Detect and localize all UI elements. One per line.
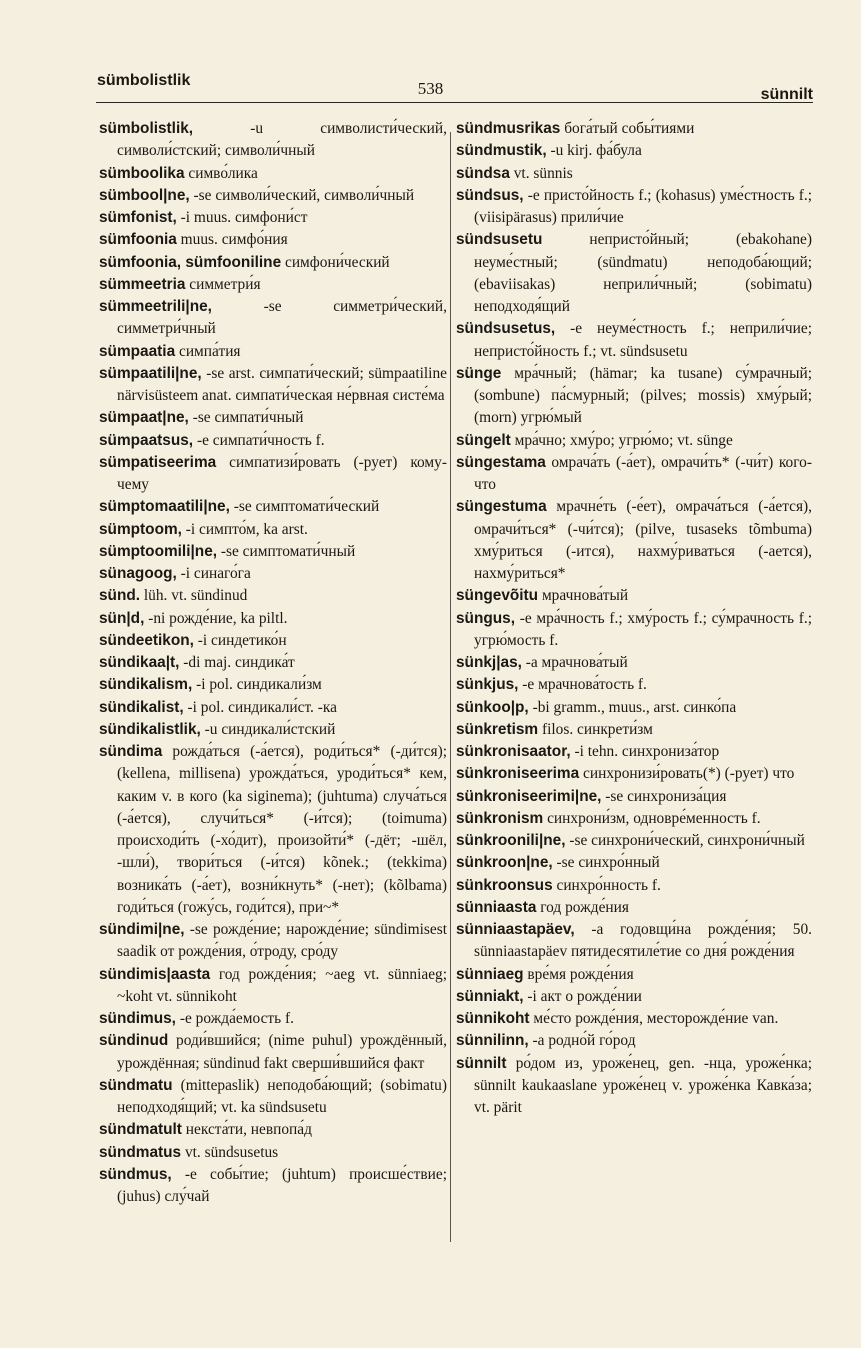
dictionary-entry <box>99 741 447 919</box>
entry-headword: sümpatiseerima <box>99 453 217 471</box>
entry-gloss: синхро́нность f. <box>552 876 661 894</box>
entry-headword: sümpaatia <box>99 342 176 360</box>
entry-gloss: -ni рожде́ние, ka piltl. <box>144 609 288 627</box>
entry-headword: sündeetikon, <box>99 631 194 649</box>
entry-headword: sünnilinn, <box>456 1032 529 1050</box>
dictionary-entry <box>99 341 447 363</box>
entry-headword: sündikalistlik, <box>99 720 201 738</box>
entry-gloss: -e присто́йность f.; (kohasus) уме́стность f.; (viisipärasus) прили́чие <box>474 186 812 226</box>
dictionary-entry <box>99 1075 447 1120</box>
entry-gloss: -i pol. синдикали́зм <box>192 676 322 694</box>
entry-gloss: -e рожда́емость f. <box>175 1010 294 1027</box>
dictionary-entry <box>456 318 812 363</box>
entry-headword: sünniaasta <box>456 898 537 916</box>
entry-headword: sündsa <box>456 164 510 182</box>
dictionary-entry <box>99 185 447 207</box>
dictionary-entry <box>456 1030 812 1052</box>
dictionary-entry <box>456 808 812 830</box>
entry-headword: sündimi|ne, <box>99 921 185 938</box>
entry-gloss: -u kirj. фа́була <box>546 142 642 160</box>
entry-headword: sümbool|ne, <box>99 186 190 204</box>
dictionary-entry <box>99 1119 447 1141</box>
dictionary-entry <box>99 964 447 1009</box>
entry-gloss: -se arst. симпати́ческий; sümpaatiline närvisüsteem anat. симпати́ческая не́рвная систе́ма <box>117 364 447 404</box>
dictionary-entry <box>99 1008 447 1030</box>
entry-gloss: -se синхро́нный <box>552 854 660 872</box>
entry-headword: sünkronism <box>456 809 544 827</box>
entry-gloss: ме́сто рожде́ния, местоpожде́ние van. <box>529 1010 779 1027</box>
dictionary-entry <box>456 185 812 230</box>
entry-headword: sündmatu <box>99 1076 173 1094</box>
entry-gloss: мра́чный; (hämar; ka tusane) су́мрачный; (sombune) па́смурный; (pilves; mossis) хму́рый; (morn) угрю́мый <box>474 364 812 427</box>
dictionary-entry <box>99 1030 447 1075</box>
dictionary-entry <box>99 608 447 630</box>
entry-gloss: омрача́ть (-а́ет), омрачи́ть* (-чи́т) кого-что <box>474 453 812 493</box>
entry-headword: sündima <box>99 743 163 760</box>
entry-gloss: -se символи́ческий, символи́чный <box>189 186 415 204</box>
entry-headword: sünkroniseerimi|ne, <box>456 787 602 805</box>
entry-headword: sünkj|as, <box>456 654 522 671</box>
entry-headword: süngelt <box>456 431 511 449</box>
entry-headword: sünniaeg <box>456 965 524 983</box>
dictionary-entry <box>99 1142 447 1164</box>
entry-gloss: синхронизи́ровать(*) (-рует) что <box>579 765 795 783</box>
entry-headword: sündsusetu <box>456 231 543 249</box>
entry-gloss: -se синхрониза́ция <box>601 787 727 805</box>
entry-headword: sündimis|aasta <box>99 965 211 983</box>
entry-gloss: -se симметри́ческий, симметри́чный <box>117 298 447 338</box>
entry-gloss: -i tehn. синхрониза́тор <box>570 743 720 760</box>
dictionary-entry <box>456 897 812 919</box>
entry-headword: sünkoo|p, <box>456 698 529 716</box>
dictionary-entry <box>99 296 447 341</box>
dictionary-entry <box>456 719 812 741</box>
dictionary-entry <box>99 430 447 452</box>
entry-headword: sümmeetria <box>99 275 186 293</box>
entry-headword: sünniaastapäev, <box>456 921 575 938</box>
entry-headword: sümfonist, <box>99 209 177 226</box>
right-column <box>456 118 812 1119</box>
entry-headword: sündsusetus, <box>456 320 556 338</box>
entry-gloss: год рожде́ния; ~aeg vt. sünniaeg; ~koht vt. sünnikoht <box>117 965 447 1005</box>
dictionary-entry <box>99 452 447 497</box>
entry-headword: sündsus, <box>456 186 524 204</box>
dictionary-entry <box>456 496 812 585</box>
entry-headword: sünnilt <box>456 1054 507 1072</box>
dictionary-entry <box>456 964 812 986</box>
entry-headword: sünkretism <box>456 720 539 738</box>
page-number: 538 <box>417 79 444 98</box>
entry-gloss: -i muus. симфони́ст <box>176 209 308 226</box>
entry-headword: sündmatult <box>99 1121 182 1139</box>
entry-gloss: -e симпати́чность f. <box>193 431 325 449</box>
header-right-word: sünnilt <box>760 86 813 103</box>
entry-gloss: -i синдетико́н <box>193 631 287 649</box>
header-left-word: sümbolistlik <box>97 72 191 89</box>
dictionary-entry <box>99 652 447 674</box>
dictionary-entry <box>456 875 812 897</box>
entry-gloss: симпатизи́ровать (-рует) кому-чему <box>117 453 447 493</box>
entry-gloss: рожда́ться (-а́ется), роди́ться* (-ди́тся); (kellena, millisena) урожда́ться, уроди́ться* кем, каким v. в кого (ka siginema); (juhtuma) случа́ться (-а́ется), случи́ться* (-и́тся); (toimuma) происходи́ть (-хо́дит), произойти́* (-дёт; -шёл, -шли́), твори́ться (-и́тся) kõnek.; (tekkima) возника́ть (-а́ет), возни́кнуть* (-нет); (kõlbama) годи́ться (гожу́сь, годи́тся), при~* <box>117 743 447 916</box>
dictionary-entry <box>456 1053 812 1120</box>
dictionary-entry <box>456 741 812 763</box>
entry-headword: sünkronisaator, <box>456 743 571 760</box>
dictionary-entry <box>456 919 812 964</box>
entry-headword: sündikalist, <box>99 698 184 716</box>
entry-headword: sünkroon|ne, <box>456 854 553 872</box>
entry-gloss: симпа́тия <box>175 342 241 360</box>
dictionary-entry <box>456 163 812 185</box>
dictionary-entry <box>99 252 447 274</box>
entry-headword: sündinud <box>99 1032 169 1050</box>
dictionary-entry <box>99 363 447 408</box>
dictionary-entry <box>456 674 812 696</box>
entry-gloss: vt. sündsusetus <box>181 1143 279 1161</box>
entry-gloss: -u символисти́ческий, символи́стский; символи́чный <box>117 120 447 160</box>
column-divider <box>450 132 451 1242</box>
entry-headword: sümptomaatili|ne, <box>99 498 230 516</box>
dictionary-entry <box>99 719 447 741</box>
entry-gloss: непристо́йный; (ebakohane) неуме́стный; (sündmatu) неподоба́ющий; (ebaviisakas) неприли́чный; (sobimatu) неподходя́щий <box>474 231 812 315</box>
dictionary-entry <box>456 763 812 785</box>
entry-gloss: некста́ти, невпопа́д <box>181 1121 312 1139</box>
entry-gloss: -di maj. синдика́т <box>179 654 295 671</box>
entry-headword: sündikalism, <box>99 676 193 694</box>
dictionary-entry <box>99 519 447 541</box>
entry-headword: süngestama <box>456 453 546 471</box>
dictionary-entry <box>99 541 447 563</box>
entry-headword: sünd. <box>99 587 141 605</box>
entry-gloss: muus. симфо́ния <box>176 231 288 249</box>
entry-headword: sümpaatsus, <box>99 431 194 449</box>
entry-gloss: -e собы́тие; (juhtum) происше́ствие; (juhus) слу́чай <box>117 1165 447 1205</box>
entry-gloss: -e мра́чность f.; хму́рость f.; су́мрачность f.; угрю́мость f. <box>474 609 812 649</box>
entry-gloss: -u синдикали́стский <box>200 720 336 738</box>
entry-gloss: filos. синкрети́зм <box>538 720 653 738</box>
dictionary-entry <box>456 452 812 497</box>
dictionary-entry <box>99 585 447 607</box>
entry-headword: sündmustik, <box>456 142 547 160</box>
entry-headword: sünkjus, <box>456 676 519 694</box>
entry-gloss: роди́вшийся; (nime puhul) урождённый, урождённая; sündinud fakt сверши́вшийся факт <box>117 1032 447 1072</box>
dictionary-entry <box>99 630 447 652</box>
dictionary-entry <box>456 585 812 607</box>
entry-gloss: -e мрачнова́тость f. <box>518 676 647 694</box>
entry-headword: sündikaa|t, <box>99 654 180 671</box>
entry-headword: sünkroonili|ne, <box>456 832 566 849</box>
dictionary-entry <box>99 919 447 964</box>
entry-gloss: -i симпто́м, ka arst. <box>181 520 308 538</box>
entry-headword: süngestuma <box>456 498 547 516</box>
entry-headword: sünkroonsus <box>456 876 553 894</box>
entry-headword: sünge <box>456 364 502 382</box>
entry-gloss: мрачне́ть (-е́ет), омрача́ться (-а́ется), омрачи́ться* (-чи́тся); (pilve, tusaseks tõmbuma) хму́риться (-ится), нахму́риваться (-ается), нахму́риться* <box>474 498 812 582</box>
dictionary-entry <box>456 363 812 430</box>
dictionary-entry <box>456 786 812 808</box>
entry-gloss: мрачнова́тый <box>538 587 629 605</box>
entry-headword: süngevõitu <box>456 587 539 605</box>
dictionary-entry <box>456 697 812 719</box>
dictionary-entry <box>456 852 812 874</box>
dictionary-entry <box>99 1164 447 1209</box>
dictionary-entry <box>99 563 447 585</box>
dictionary-entry <box>456 652 812 674</box>
entry-gloss: (mittepaslik) неподоба́ющий; (sobimatu) неподходя́щий; vt. ka sündsusetu <box>117 1076 447 1116</box>
entry-headword: sümbolistlik, <box>99 120 194 137</box>
entry-gloss: -se симпати́чный <box>188 409 304 427</box>
dictionary-entry <box>99 407 447 429</box>
dictionary-entry <box>99 274 447 296</box>
entry-headword: sündimus, <box>99 1010 176 1027</box>
entry-headword: süngus, <box>456 609 515 627</box>
entry-gloss: -e неуме́стность f.; неприли́чие; непристо́йность f.; vt. sündsusetu <box>474 320 812 360</box>
entry-gloss: -a родно́й го́род <box>528 1032 636 1050</box>
entry-headword: sümboolika <box>99 164 185 182</box>
entry-gloss: вре́мя рожде́ния <box>523 965 634 983</box>
entry-gloss: vt. sünnis <box>509 164 573 182</box>
entry-gloss: год рожде́ния <box>536 898 629 916</box>
dictionary-entry <box>99 229 447 251</box>
entry-headword: sünagoog, <box>99 565 177 582</box>
left-column <box>99 118 447 1208</box>
entry-gloss: -se симптомати́чный <box>217 542 356 560</box>
entry-gloss: симметри́я <box>185 275 261 293</box>
entry-gloss: -se синхрони́ческий, синхрони́чный <box>565 832 805 849</box>
dictionary-entry <box>456 118 812 140</box>
entry-gloss: -bi gramm., muus., arst. синко́па <box>528 698 737 716</box>
dictionary-entry <box>99 697 447 719</box>
entry-gloss: -i синаго́га <box>176 565 251 582</box>
entry-headword: sümfoonia, sümfooniline <box>99 253 282 271</box>
dictionary-entry <box>99 118 447 163</box>
dictionary-entry <box>456 430 812 452</box>
dictionary-entry <box>456 830 812 852</box>
entry-headword: sün|d, <box>99 609 145 627</box>
dictionary-entry <box>99 674 447 696</box>
dictionary-entry <box>99 207 447 229</box>
entry-gloss: lüh. vt. sündinud <box>140 587 248 605</box>
entry-headword: sünniakt, <box>456 987 524 1005</box>
entry-gloss: бога́тый собы́тиями <box>560 120 695 137</box>
dictionary-entry <box>456 229 812 318</box>
dictionary-entry <box>456 140 812 162</box>
entry-headword: sünkroniseerima <box>456 765 580 783</box>
entry-headword: sündmusrikas <box>456 120 561 137</box>
entry-gloss: мра́чно; хму́ро; угрю́мо; vt. sünge <box>510 431 733 449</box>
entry-headword: sümmeetrili|ne, <box>99 298 212 315</box>
dictionary-entry <box>456 608 812 653</box>
entry-gloss: -i акт о рожде́нии <box>523 987 642 1005</box>
dictionary-entry <box>99 496 447 518</box>
entry-headword: sündmus, <box>99 1165 172 1183</box>
entry-gloss: симфони́ческий <box>281 253 390 271</box>
entry-headword: sümpaatili|ne, <box>99 364 202 382</box>
dictionary-entry <box>456 986 812 1008</box>
entry-headword: sümptoomili|ne, <box>99 542 218 560</box>
entry-headword: sümfoonia <box>99 231 177 249</box>
entry-headword: sümpaat|ne, <box>99 409 189 427</box>
entry-gloss: -se симптомати́ческий <box>229 498 380 516</box>
entry-gloss: -a годовщи́на рожде́ния; 50. sünniaastapäev пятидесятиле́тие со дня́ рожде́ния <box>474 921 812 961</box>
dictionary-entry <box>456 1008 812 1030</box>
entry-gloss: ро́дом из, уроже́нец, gen. -нца, уроже́нка; sünnilt kaukaaslane уроже́нец v. уроже́нка Кавка́за; vt. pärit <box>474 1054 812 1116</box>
entry-gloss: синхрони́зм, одновре́менность f. <box>543 809 761 827</box>
dictionary-entry <box>99 163 447 185</box>
entry-gloss: -i pol. синдикали́ст. -ка <box>183 698 337 716</box>
entry-gloss: -se рожде́ние; нарожде́ние; sündimisest saadik от рожде́ния, о́троду, сро́ду <box>117 921 447 961</box>
entry-headword: sündmatus <box>99 1143 182 1161</box>
entry-headword: sünnikoht <box>456 1010 530 1027</box>
entry-headword: sümptoom, <box>99 520 182 538</box>
entry-gloss: симво́лика <box>184 164 258 182</box>
entry-gloss: -a мрачнова́тый <box>521 654 628 671</box>
header-rule <box>96 102 813 103</box>
